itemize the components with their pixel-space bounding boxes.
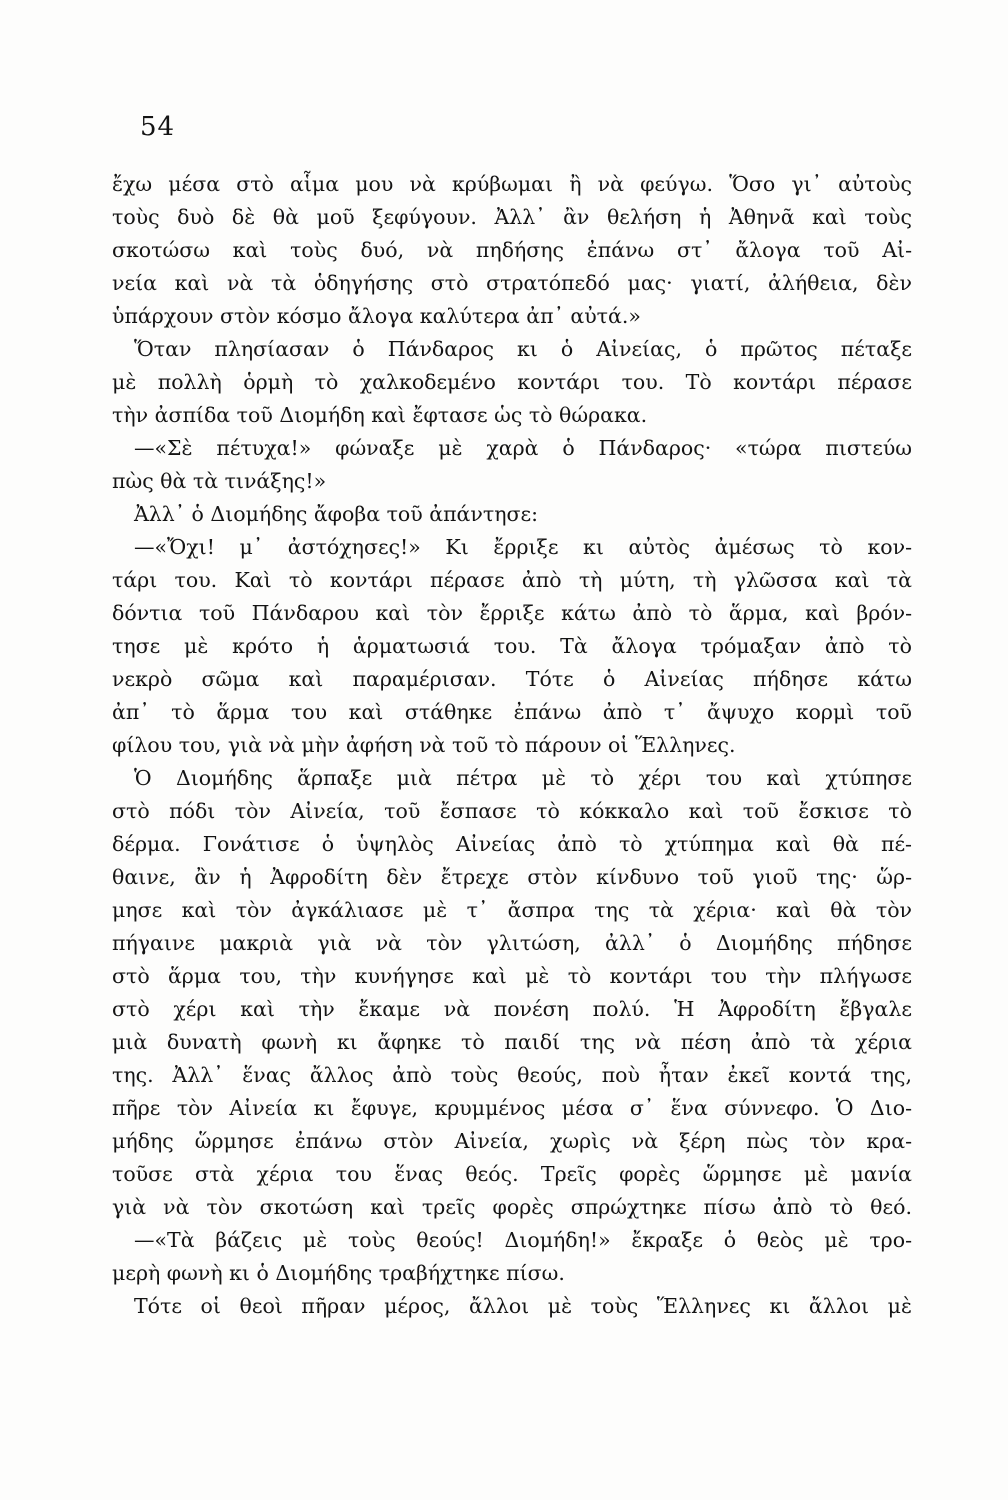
text-line: Ὅταν πλησίασαν ὁ Πάνδαρος κι ὁ Αἰνείας, ὁ πρῶτος πέταξε <box>134 337 912 361</box>
text-line: φίλου του, γιὰ νὰ μὴν ἀφήση νὰ τοῦ τὸ πάρουν οἱ Ἕλληνες. <box>112 733 736 757</box>
text-line: της. Ἀλλ᾽ ἕνας ἄλλος ἀπὸ τοὺς θεούς, ποὺ ἦταν ἐκεῖ κοντά της, <box>112 1063 912 1087</box>
text-line: δέρμα. Γονάτισε ὁ ὑψηλὸς Αἰνείας ἀπὸ τὸ χτύπημα καὶ θὰ πέ- <box>112 832 912 856</box>
body-text <box>112 168 912 1323</box>
text-line: νεία καὶ νὰ τὰ ὁδηγήσης στὸ στρατόπεδό μας· γιατί, ἀλήθεια, δὲν <box>112 271 912 295</box>
text-line: Ὁ Διομήδης ἅρπαξε μιὰ πέτρα μὲ τὸ χέρι του καὶ χτύπησε <box>134 766 912 790</box>
text-line: τοῦσε στὰ χέρια του ἕνας θεός. Τρεῖς φορὲς ὥρμησε μὲ μανία <box>112 1162 912 1186</box>
text-line: Τότε οἱ θεοὶ πῆραν μέρος, ἄλλοι μὲ τοὺς Ἕλληνες κι ἄλλοι μὲ <box>134 1294 912 1318</box>
text-line: τάρι του. Καὶ τὸ κοντάρι πέρασε ἀπὸ τὴ μύτη, τὴ γλῶσσα καὶ τὰ <box>112 568 912 592</box>
text-line: γιὰ νὰ τὸν σκοτώση καὶ τρεῖς φορὲς σπρώχτηκε πίσω ἀπὸ τὸ θεό. <box>112 1195 912 1219</box>
text-line: πήγαινε μακριὰ γιὰ νὰ τὸν γλιτώση, ἀλλ᾽ ὁ Διομήδης πήδησε <box>112 931 912 955</box>
text-line: σκοτώσω καὶ τοὺς δυό, νὰ πηδήσης ἐπάνω στ᾽ ἄλογα τοῦ Αἰ- <box>112 238 912 262</box>
text-line: —«Σὲ πέτυχα!» φώναξε μὲ χαρὰ ὁ Πάνδαρος· «τώρα πιστεύω <box>134 436 912 460</box>
text-line: τοὺς δυὸ δὲ θὰ μοῦ ξεφύγουν. Ἀλλ᾽ ἂν θελήση ἡ Ἀθηνᾶ καὶ τοὺς <box>112 205 912 229</box>
text-line: Ἀλλ᾽ ὁ Διομήδης ἄφοβα τοῦ ἀπάντησε: <box>134 502 539 526</box>
text-line: μὲ πολλὴ ὁρμὴ τὸ χαλκοδεμένο κοντάρι του. Τὸ κοντάρι πέρασε <box>112 370 912 394</box>
text-line: μήδης ὥρμησε ἐπάνω στὸν Αἰνεία, χωρὶς νὰ ξέρη πὼς τὸν κρα- <box>112 1129 912 1153</box>
text-line: ἀπ᾽ τὸ ἅρμα του καὶ στάθηκε ἐπάνω ἀπὸ τ᾽ ἄψυχο κορμὶ τοῦ <box>112 700 912 724</box>
text-line: μερὴ φωνὴ κι ὁ Διομήδης τραβήχτηκε πίσω. <box>112 1261 565 1285</box>
text-line: τὴν ἀσπίδα τοῦ Διομήδη καὶ ἔφτασε ὡς τὸ θώρακα. <box>112 403 648 427</box>
text-line: μιὰ δυνατὴ φωνὴ κι ἄφηκε τὸ παιδί της νὰ πέση ἀπὸ τὰ χέρια <box>112 1030 912 1054</box>
text-line: δόντια τοῦ Πάνδαρου καὶ τὸν ἔρριξε κάτω ἀπὸ τὸ ἅρμα, καὶ βρόν- <box>112 601 912 625</box>
text-line: στὸ πόδι τὸν Αἰνεία, τοῦ ἔσπασε τὸ κόκκαλο καὶ τοῦ ἔσκισε τὸ <box>112 799 912 823</box>
text-line: νεκρὸ σῶμα καὶ παραμέρισαν. Τότε ὁ Αἰνείας πήδησε κάτω <box>112 667 912 691</box>
text-line: πὼς θὰ τὰ τινάξης!» <box>112 469 327 493</box>
text-line: μησε καὶ τὸν ἀγκάλιασε μὲ τ᾽ ἄσπρα της τὰ χέρια· καὶ θὰ τὸν <box>112 898 912 922</box>
text-line: στὸ χέρι καὶ τὴν ἔκαμε νὰ πονέση πολύ. Ἡ Ἀφροδίτη ἔβγαλε <box>112 997 912 1021</box>
text-line: θαινε, ἂν ἡ Ἀφροδίτη δὲν ἔτρεχε στὸν κίνδυνο τοῦ γιοῦ της· ὥρ- <box>112 865 912 889</box>
text-line: ἔχω μέσα στὸ αἷμα μου νὰ κρύβωμαι ἢ νὰ φεύγω. Ὅσο γι᾽ αὐτοὺς <box>112 172 912 196</box>
text-line: πῆρε τὸν Αἰνεία κι ἔφυγε, κρυμμένος μέσα σ᾽ ἕνα σύννεφο. Ὁ Διο- <box>112 1096 912 1120</box>
page-number: 54 <box>140 112 176 142</box>
text-line: στὸ ἅρμα του, τὴν κυνήγησε καὶ μὲ τὸ κοντάρι του τὴν πλήγωσε <box>112 964 912 988</box>
text-line: —«Τὰ βάζεις μὲ τοὺς θεούς! Διομήδη!» ἔκραξε ὁ θεὸς μὲ τρο- <box>134 1228 912 1252</box>
text-line: ὑπάρχουν στὸν κόσμο ἄλογα καλύτερα ἀπ᾽ αὐτά.» <box>112 304 641 328</box>
text-line: —«Ὄχι! μ᾽ ἀστόχησες!» Κι ἔρριξε κι αὐτὸς ἀμέσως τὸ κον- <box>134 535 912 559</box>
text-line: τησε μὲ κρότο ἡ ἁρματωσιά του. Τὰ ἄλογα τρόμαξαν ἀπὸ τὸ <box>112 634 912 658</box>
